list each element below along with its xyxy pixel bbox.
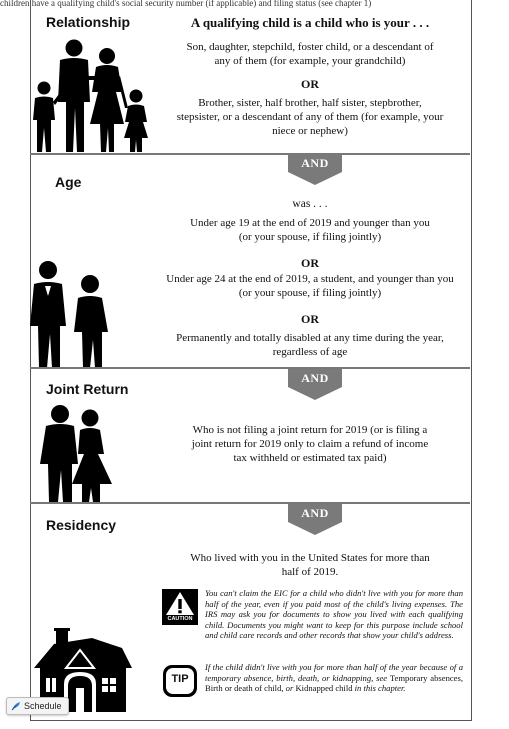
and-label: AND [288,369,342,387]
age-line: Permanently and totally disabled at any time during the year, [176,332,444,344]
or-label: OR [301,312,319,326]
and-connector [288,154,342,188]
age-line: (or your spouse, if filing jointly) [238,231,382,243]
joint-line: joint return for 2019 only to claim a refund of income [191,438,429,450]
relationship-heading: A qualifying child is a child who is your . . . [190,15,430,30]
tip-reference[interactable]: Birth or death of child [205,683,282,694]
caution-label: CAUTION [167,616,193,622]
and-connector [288,504,342,538]
couple-icon [32,404,118,504]
schedule-label: Schedule [24,701,62,711]
down-arrow-icon [288,522,342,536]
and-label: AND [288,504,342,522]
relationship-line: stepsister, or a descendant of any of them (for example, your [176,111,444,123]
relationship-line: Son, daughter, stepchild, foster child, or a descendant of [186,41,434,53]
and-label: AND [288,154,342,172]
family-icon [32,36,152,154]
residency-line: half of 2019. [281,566,339,578]
tip-text: in this chapter. [352,683,406,694]
tip-text: If the child didn't live with you for more than half of the year because of a temporary absence, birth, death, or kidnapping, see [205,662,463,683]
joint-line: tax withheld or estimated tax paid) [233,452,387,464]
tip-reference[interactable]: Temporary absences [389,672,461,683]
cut-off-text: children have a qualifying child's social security number (if applicable) and filing status (see chapter 1) [0,0,372,8]
schedule-button[interactable] [6,697,69,715]
section-divider [30,367,470,369]
down-arrow-icon [288,387,342,401]
age-title: Age [55,174,82,190]
or-label: OR [301,77,319,91]
feather-icon [11,701,21,711]
section-divider [30,502,470,504]
tip-reference[interactable]: Kidnapped child [295,683,353,694]
residency-title: Residency [46,517,117,533]
section-divider [30,153,470,155]
down-arrow-icon [288,172,342,186]
joint-return-title: Joint Return [46,381,129,397]
tip-text: , [460,672,463,683]
age-line: regardless of age [272,346,348,358]
tip-note [205,662,463,694]
or-label: OR [301,256,319,270]
caution-note: You can't claim the EIC for a child who didn't live with you for more than half of the year, even if you paid most of the child's living expenses. The IRS may ask you for documents to show you lived with each qualifying child. Documents you might want to keep for this purpose include school and child care records and other records that show your child's address. [205,588,463,641]
residency-line: Who lived with you in the United States for more than [190,552,430,564]
relationship-line: any of them (for example, your grandchild) [214,55,406,67]
age-line: Under age 24 at the end of 2019, a student, and younger than you [166,273,454,285]
relationship-line: niece or nephew) [272,125,348,137]
was-label: was . . . [292,198,328,210]
and-connector [288,369,342,403]
age-line: Under age 19 at the end of 2019 and younger than you [190,217,430,229]
tip-text: , or [281,683,296,694]
relationship-line: Brother, sister, half brother, half sister, stepbrother, [198,97,422,109]
tip-label: TIP [171,673,189,685]
age-line: (or your spouse, if filing jointly) [238,287,382,299]
relationship-title: Relationship [46,14,131,30]
two-children-icon [30,260,115,370]
joint-line: Who is not filing a joint return for 2019 (or is filing a [192,424,428,436]
